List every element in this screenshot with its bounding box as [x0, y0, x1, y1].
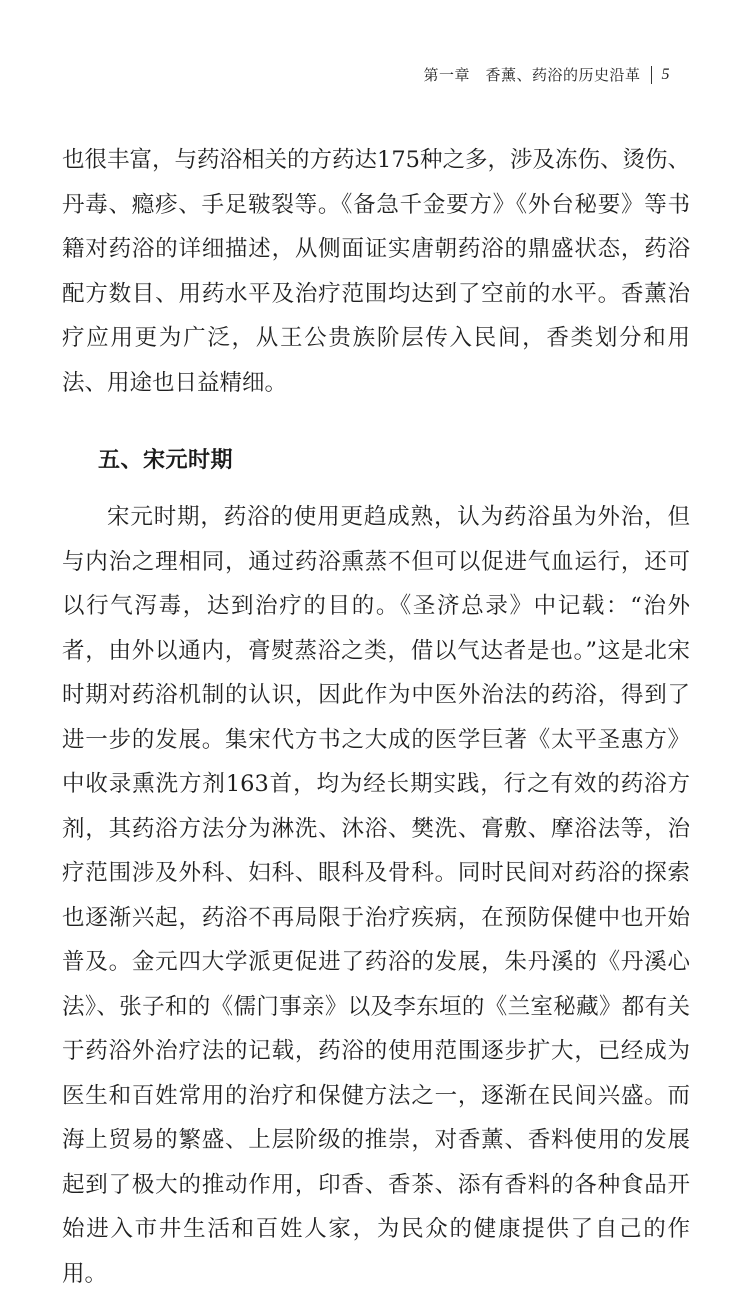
body-paragraph-continued: 也很丰富，与药浴相关的方药达175种之多，涉及冻伤、烫伤、丹毒、瘾疹、手足皲裂等。《备急千金要方》《外台秘要》等书籍对药浴的详细描述，从侧面证实唐朝药浴的鼎盛状态，药浴配方数目、用药水平及治疗范围均达到了空前的水平。香薰治疗应用更为广泛，从王公贵族阶层传入民间，香类划分和用法、用途也日益精细。 — [62, 147, 690, 396]
section-heading: 五、宋元时期 — [98, 448, 234, 473]
page-body — [62, 138, 690, 1296]
chapter-title: 第一章 香薰、药浴的历史沿革 — [423, 66, 641, 84]
page-number: 5 — [661, 65, 670, 83]
header-divider — [651, 66, 652, 84]
running-header — [423, 64, 670, 85]
body-paragraph-song-yuan: 宋元时期，药浴的使用更趋成熟，认为药浴虽为外治，但与内治之理相同，通过药浴熏蒸不但可以促进气血运行，还可以行气泻毒，达到治疗的目的。《圣济总录》中记载：“治外者，由外以通内，膏熨蒸浴之类，借以气达者是也。”这是北宋时期对药浴机制的认识，因此作为中医外治法的药浴，得到了进一步的发展。集宋代方书之大成的医学巨著《太平圣惠方》中收录熏洗方剂163首，均为经长期实践，行之有效的药浴方剂，其药浴方法分为淋洗、沐浴、樊洗、膏敷、摩浴法等，治疗范围涉及外科、妇科、眼科及骨科。同时民间对药浴的探索也逐渐兴起，药浴不再局限于治疗疾病，在预防保健中也开始普及。金元四大学派更促进了药浴的发展，朱丹溪的《丹溪心法》、张子和的《儒门事亲》以及李东垣的《兰室秘藏》都有关于药浴外治疗法的记载，药浴的使用范围逐步扩大，已经成为医生和百姓常用的治疗和保健方法之一，逐渐在民间兴盛。而海上贸易的繁盛、上层阶级的推崇，对香薰、香料使用的发展起到了极大的推动作用，印香、香茶、添有香料的各种食品开始进入市井生活和百姓人家，为民众的健康提供了自己的作用。 — [62, 504, 690, 1287]
